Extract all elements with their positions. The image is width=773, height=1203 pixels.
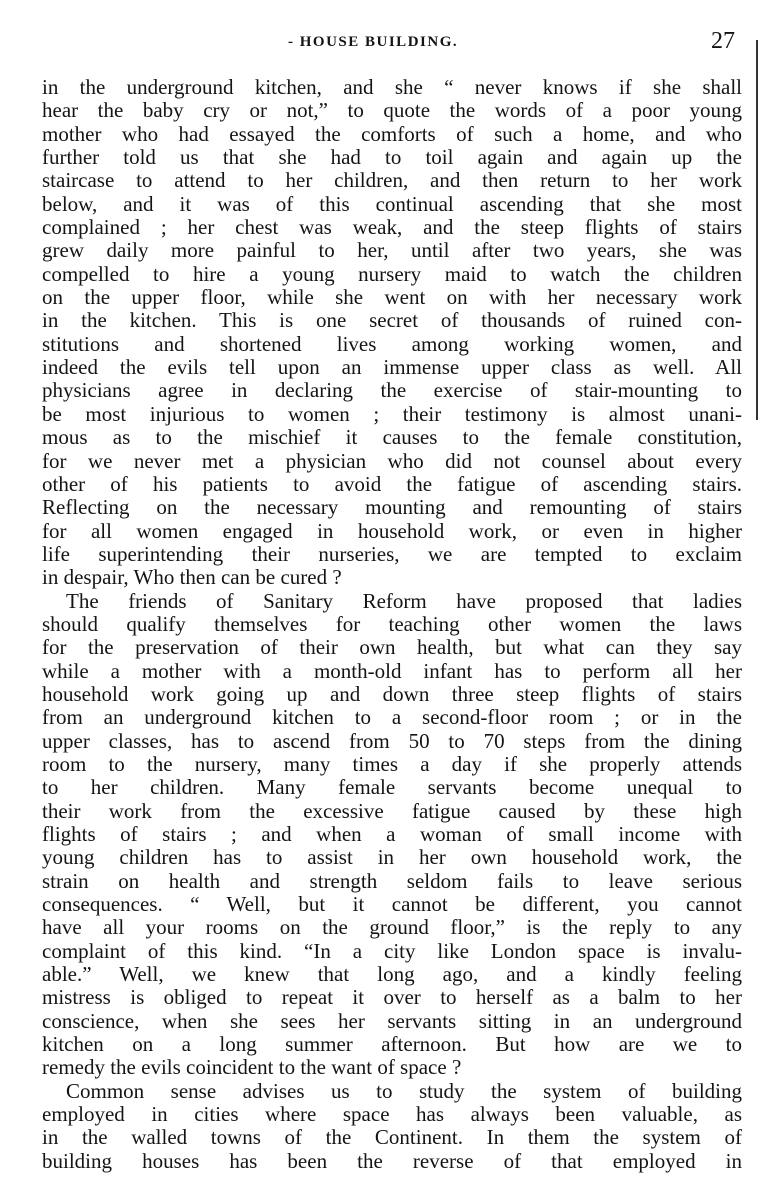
body-text <box>42 76 742 1173</box>
text-line: flights of stairs ; and when a woman of small income with <box>42 822 742 846</box>
text-line: to her children. Many female servants become unequal to <box>42 775 742 800</box>
text-line: on the upper floor, while she went on with her necessary work <box>42 285 742 310</box>
running-title: - HOUSE BUILDING. <box>288 34 459 50</box>
text-line: for all women engaged in household work, or even in higher <box>42 518 742 543</box>
text-line: kitchen on a long summer afternoon. But how are we to <box>42 1032 742 1057</box>
text-line: employed in cities where space has always been valuable, as <box>42 1102 742 1127</box>
text-line: building houses has been the reverse of that employed in <box>42 1148 742 1173</box>
text-line: young children has to assist in her own household work, the <box>42 845 742 870</box>
text-line: Reflecting on the necessary mounting and remounting of stairs <box>42 495 742 520</box>
text-line: upper classes, has to ascend from 50 to 70 steps from the dining <box>42 728 742 753</box>
text-line: mistress is obliged to repeat it over to herself as a balm to her <box>42 985 742 1010</box>
paragraph-start-line: Common sense advises us to study the system of building <box>66 1078 742 1103</box>
text-line: conscience, when she sees her servants sitting in an underground <box>42 1008 742 1033</box>
text-line: in the underground kitchen, and she “ never knows if she shall <box>42 75 742 99</box>
text-line: further told us that she had to toil again and again up the <box>42 145 742 170</box>
text-line: should qualify themselves for teaching other women the laws <box>42 611 742 636</box>
text-line: strain on health and strength seldom fails to leave serious <box>42 868 742 893</box>
paragraph-end-line: in despair, Who then can be cured ? <box>42 565 342 590</box>
text-line: complaint of this kind. “In a city like London space is invalu- <box>42 938 742 963</box>
text-line: have all your rooms on the ground floor,” is the reply to any <box>42 915 742 940</box>
text-line: complained ; her chest was weak, and the steep flights of stairs <box>42 215 742 240</box>
text-line: other of his patients to avoid the fatigue of ascending stairs. <box>42 471 742 496</box>
text-line: indeed the evils tell upon an immense upper class as well. All <box>42 355 742 380</box>
text-line: in the walled towns of the Continent. In them the system of <box>42 1125 742 1150</box>
paragraph-end-line: remedy the evils coincident to the want of space ? <box>42 1055 462 1080</box>
text-line: stitutions and shortened lives among working women, and <box>42 331 742 356</box>
text-line: staircase to attend to her children, and then return to her work <box>42 168 742 193</box>
page-edge-rule <box>756 40 758 420</box>
text-line: household work going up and down three steep flights of stairs <box>42 681 742 706</box>
text-line: mous as to the mischief it causes to the female constitution, <box>42 425 742 450</box>
text-line: below, and it was of this continual ascending that she most <box>42 191 742 216</box>
text-line: from an underground kitchen to a second-floor room ; or in the <box>42 705 742 730</box>
text-line: consequences. “ Well, but it cannot be different, you cannot <box>42 892 742 917</box>
text-line: physicians agree in declaring the exercise of stair-mounting to <box>42 378 742 403</box>
page-number: 27 <box>711 28 735 54</box>
paragraph-start-line: The friends of Sanitary Reform have proposed that ladies <box>66 588 742 613</box>
text-line: life superintending their nurseries, we are tempted to exclaim <box>42 541 742 566</box>
text-line: hear the baby cry or not,” to quote the words of a poor young <box>42 98 742 123</box>
text-line: for the preservation of their own health, but what can they say <box>42 635 742 660</box>
text-line: be most injurious to women ; their testimony is almost unani- <box>42 401 742 426</box>
text-line: in the kitchen. This is one secret of thousands of ruined con- <box>42 308 742 333</box>
running-header <box>0 28 773 58</box>
text-line: while a mother with a month-old infant has to perform all her <box>42 658 742 683</box>
text-line: room to the nursery, many times a day if she properly attends <box>42 751 742 776</box>
text-line: mother who had essayed the comforts of such a home, and who <box>42 121 742 146</box>
text-line: compelled to hire a young nursery maid to watch the children <box>42 261 742 286</box>
text-line: grew daily more painful to her, until after two years, she was <box>42 238 742 263</box>
text-line: their work from the excessive fatigue caused by these high <box>42 798 742 823</box>
text-line: for we never met a physician who did not counsel about every <box>42 448 742 473</box>
text-line: able.” Well, we knew that long ago, and a kindly feeling <box>42 962 742 987</box>
